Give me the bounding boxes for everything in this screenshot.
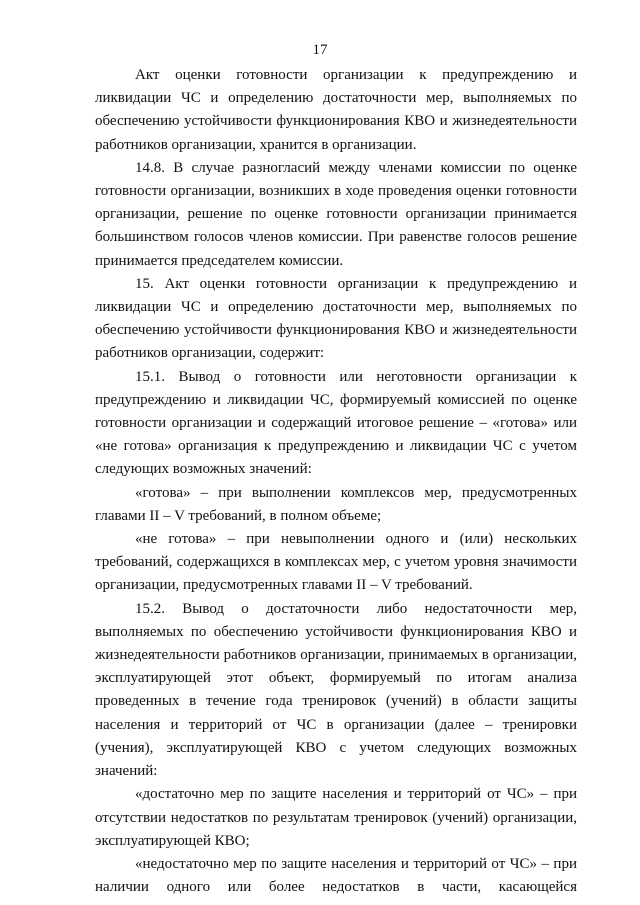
paragraph-sufficient: «достаточно мер по защите населения и территорий от ЧС» – при отсутствии недостатков по результатам тренировок (учений) организации, эксплуатирующей КВО; — [95, 786, 577, 849]
paragraph-14-8: 14.8. В случае разногласий между членами комиссии по оценке готовности организации, возникших в ходе проведения оценки готовности организации, решение по оценке готовности организации принимается большинством голосов членов комиссии. При равенстве голосов решение принимается председателем комиссии. — [95, 159, 577, 269]
paragraph-15-2: 15.2. Вывод о достаточности либо недостаточности мер, выполняемых по обеспечению устойчивости функционирования КВО и жизнедеятельности работников организации, принимаемых в организации, эксплуатирующей этот объект, формируемый по итогам анализа проведенных в течение года тренировок (учений) в области защиты населения и территорий от ЧС в организации (далее – тренировки (учения), эксплуатирующей КВО с учетом следующих возможных значений: — [95, 600, 577, 780]
paragraph-15-1: 15.1. Вывод о готовности или неготовности организации к предупреждению и ликвидации ЧС, формируемый комиссией по оценке готовности организации и содержащий итоговое решение – «готова» или «не готова» организация к предупреждению и ликвидации ЧС с учетом следующих возможных значений: — [95, 368, 577, 478]
paragraph-insufficient: «недостаточно мер по защите населения и территорий от ЧС» – при наличии одного или более недостатков в части, касающейся — [95, 855, 577, 896]
paragraph-not-ready: «не готова» – при невыполнении одного и (или) нескольких требований, содержащихся в комплексах мер, с учетом уровня значимости организации, предусмотренных главами II – V требований. — [95, 531, 577, 594]
paragraph-15: 15. Акт оценки готовности организации к предупреждению и ликвидации ЧС и определению достаточности мер, выполняемых по обеспечению устойчивости функционирования КВО и жизнедеятельности работников организации, содержит: — [95, 275, 577, 362]
paragraph-act-storage: Акт оценки готовности организации к предупреждению и ликвидации ЧС и определению достаточности мер, выполняемых по обеспечению устойчивости функционирования КВО и жизнедеятельности работников организации, хранится в организации. — [95, 67, 577, 153]
document-body — [95, 64, 577, 899]
paragraph-ready: «готова» – при выполнении комплексов мер, предусмотренных главами II – V требований, в полном объеме; — [95, 484, 577, 524]
page-number: 17 — [312, 42, 328, 58]
